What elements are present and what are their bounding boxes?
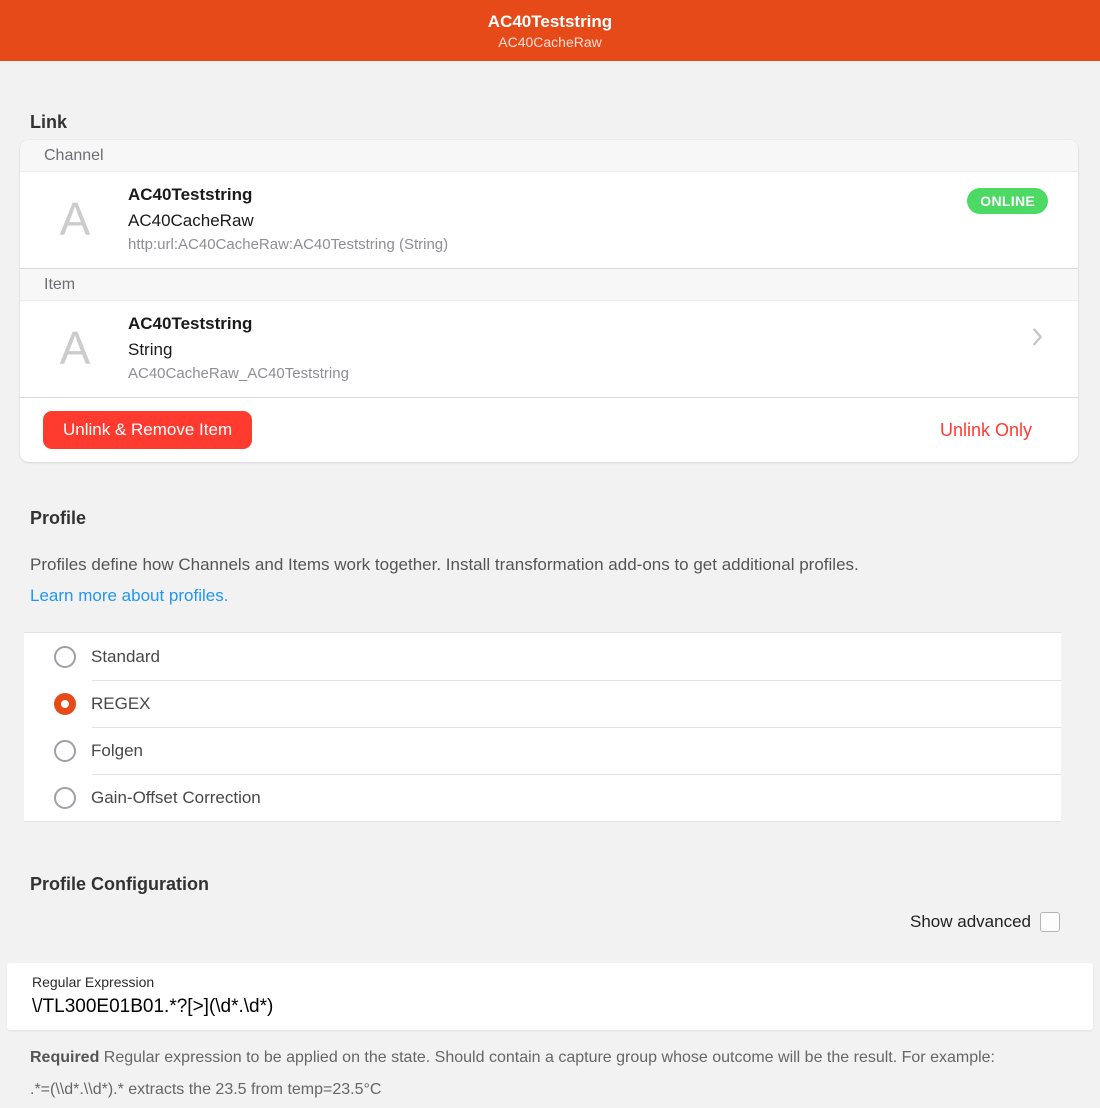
regex-help-body: Regular expression to be applied on the state. Should contain a capture group whose outcome will be the result. For example: bbox=[103, 1049, 995, 1066]
item-row[interactable] bbox=[20, 301, 1078, 397]
profile-option-label: REGEX bbox=[91, 693, 151, 713]
channel-title: AC40Teststring bbox=[128, 185, 253, 204]
regex-field-value[interactable]: \/TL300E01B01.*?[>](\d*.\d*) bbox=[32, 996, 274, 1017]
unlink-only-button[interactable]: Unlink Only bbox=[939, 419, 1032, 440]
show-advanced-row bbox=[0, 912, 1060, 932]
channel-info bbox=[128, 182, 448, 256]
item-type: String bbox=[128, 340, 173, 359]
item-name: AC40CacheRaw_AC40Teststring bbox=[128, 365, 349, 382]
regex-field-label: Regular Expression bbox=[32, 974, 155, 990]
show-advanced-checkbox[interactable] bbox=[1040, 912, 1060, 932]
profile-option-regex[interactable] bbox=[24, 680, 1061, 727]
radio-icon[interactable] bbox=[54, 740, 76, 762]
status-badge: ONLINE bbox=[967, 188, 1048, 214]
page-title: AC40Teststring bbox=[487, 11, 613, 31]
show-advanced-label: Show advanced bbox=[910, 912, 1031, 931]
profile-option-standard[interactable] bbox=[24, 633, 1061, 680]
item-avatar: A bbox=[59, 322, 91, 374]
regex-help-text bbox=[30, 1042, 1070, 1106]
item-info bbox=[128, 311, 349, 385]
profile-description bbox=[30, 549, 1070, 611]
link-card bbox=[20, 140, 1078, 462]
channel-row bbox=[20, 172, 1078, 268]
link-card-footer bbox=[20, 398, 1078, 462]
link-section-heading: Link bbox=[30, 112, 68, 132]
profile-description-text: Profiles define how Channels and Items work together. Install transformation add-ons to get additional profiles. bbox=[30, 555, 859, 574]
profile-option-label: Standard bbox=[91, 646, 160, 666]
unlink-remove-item-button[interactable]: Unlink & Remove Item bbox=[43, 411, 252, 449]
radio-icon[interactable] bbox=[54, 693, 76, 715]
profile-option-label: Folgen bbox=[91, 740, 143, 760]
item-group-label: Item bbox=[20, 269, 1078, 301]
learn-more-link[interactable]: Learn more about profiles. bbox=[30, 586, 229, 605]
radio-icon[interactable] bbox=[54, 787, 76, 809]
profile-option-gain-offset[interactable] bbox=[24, 774, 1061, 821]
profile-option-folgen[interactable] bbox=[24, 727, 1061, 774]
regex-help-line1 bbox=[30, 1049, 995, 1066]
required-label: Required bbox=[30, 1049, 100, 1066]
channel-subtitle: AC40CacheRaw bbox=[128, 211, 254, 230]
page-subtitle: AC40CacheRaw bbox=[498, 33, 602, 50]
item-title: AC40Teststring bbox=[128, 314, 253, 333]
page-header bbox=[0, 0, 1100, 61]
channel-avatar: A bbox=[59, 193, 91, 245]
radio-icon[interactable] bbox=[54, 646, 76, 668]
profile-section-heading: Profile bbox=[30, 508, 87, 528]
profile-option-label: Gain-Offset Correction bbox=[91, 787, 261, 807]
channel-group-label: Channel bbox=[20, 140, 1078, 172]
profile-config-heading: Profile Configuration bbox=[30, 874, 209, 894]
channel-uid: http:url:AC40CacheRaw:AC40Teststring (String) bbox=[128, 236, 449, 253]
regex-field[interactable] bbox=[7, 963, 1093, 1030]
profile-options-list bbox=[24, 632, 1061, 822]
regex-help-example: .*=(\\d*.\\d*).* extracts the 23.5 from temp=23.5°C bbox=[30, 1081, 382, 1098]
chevron-right-icon bbox=[1026, 323, 1048, 354]
